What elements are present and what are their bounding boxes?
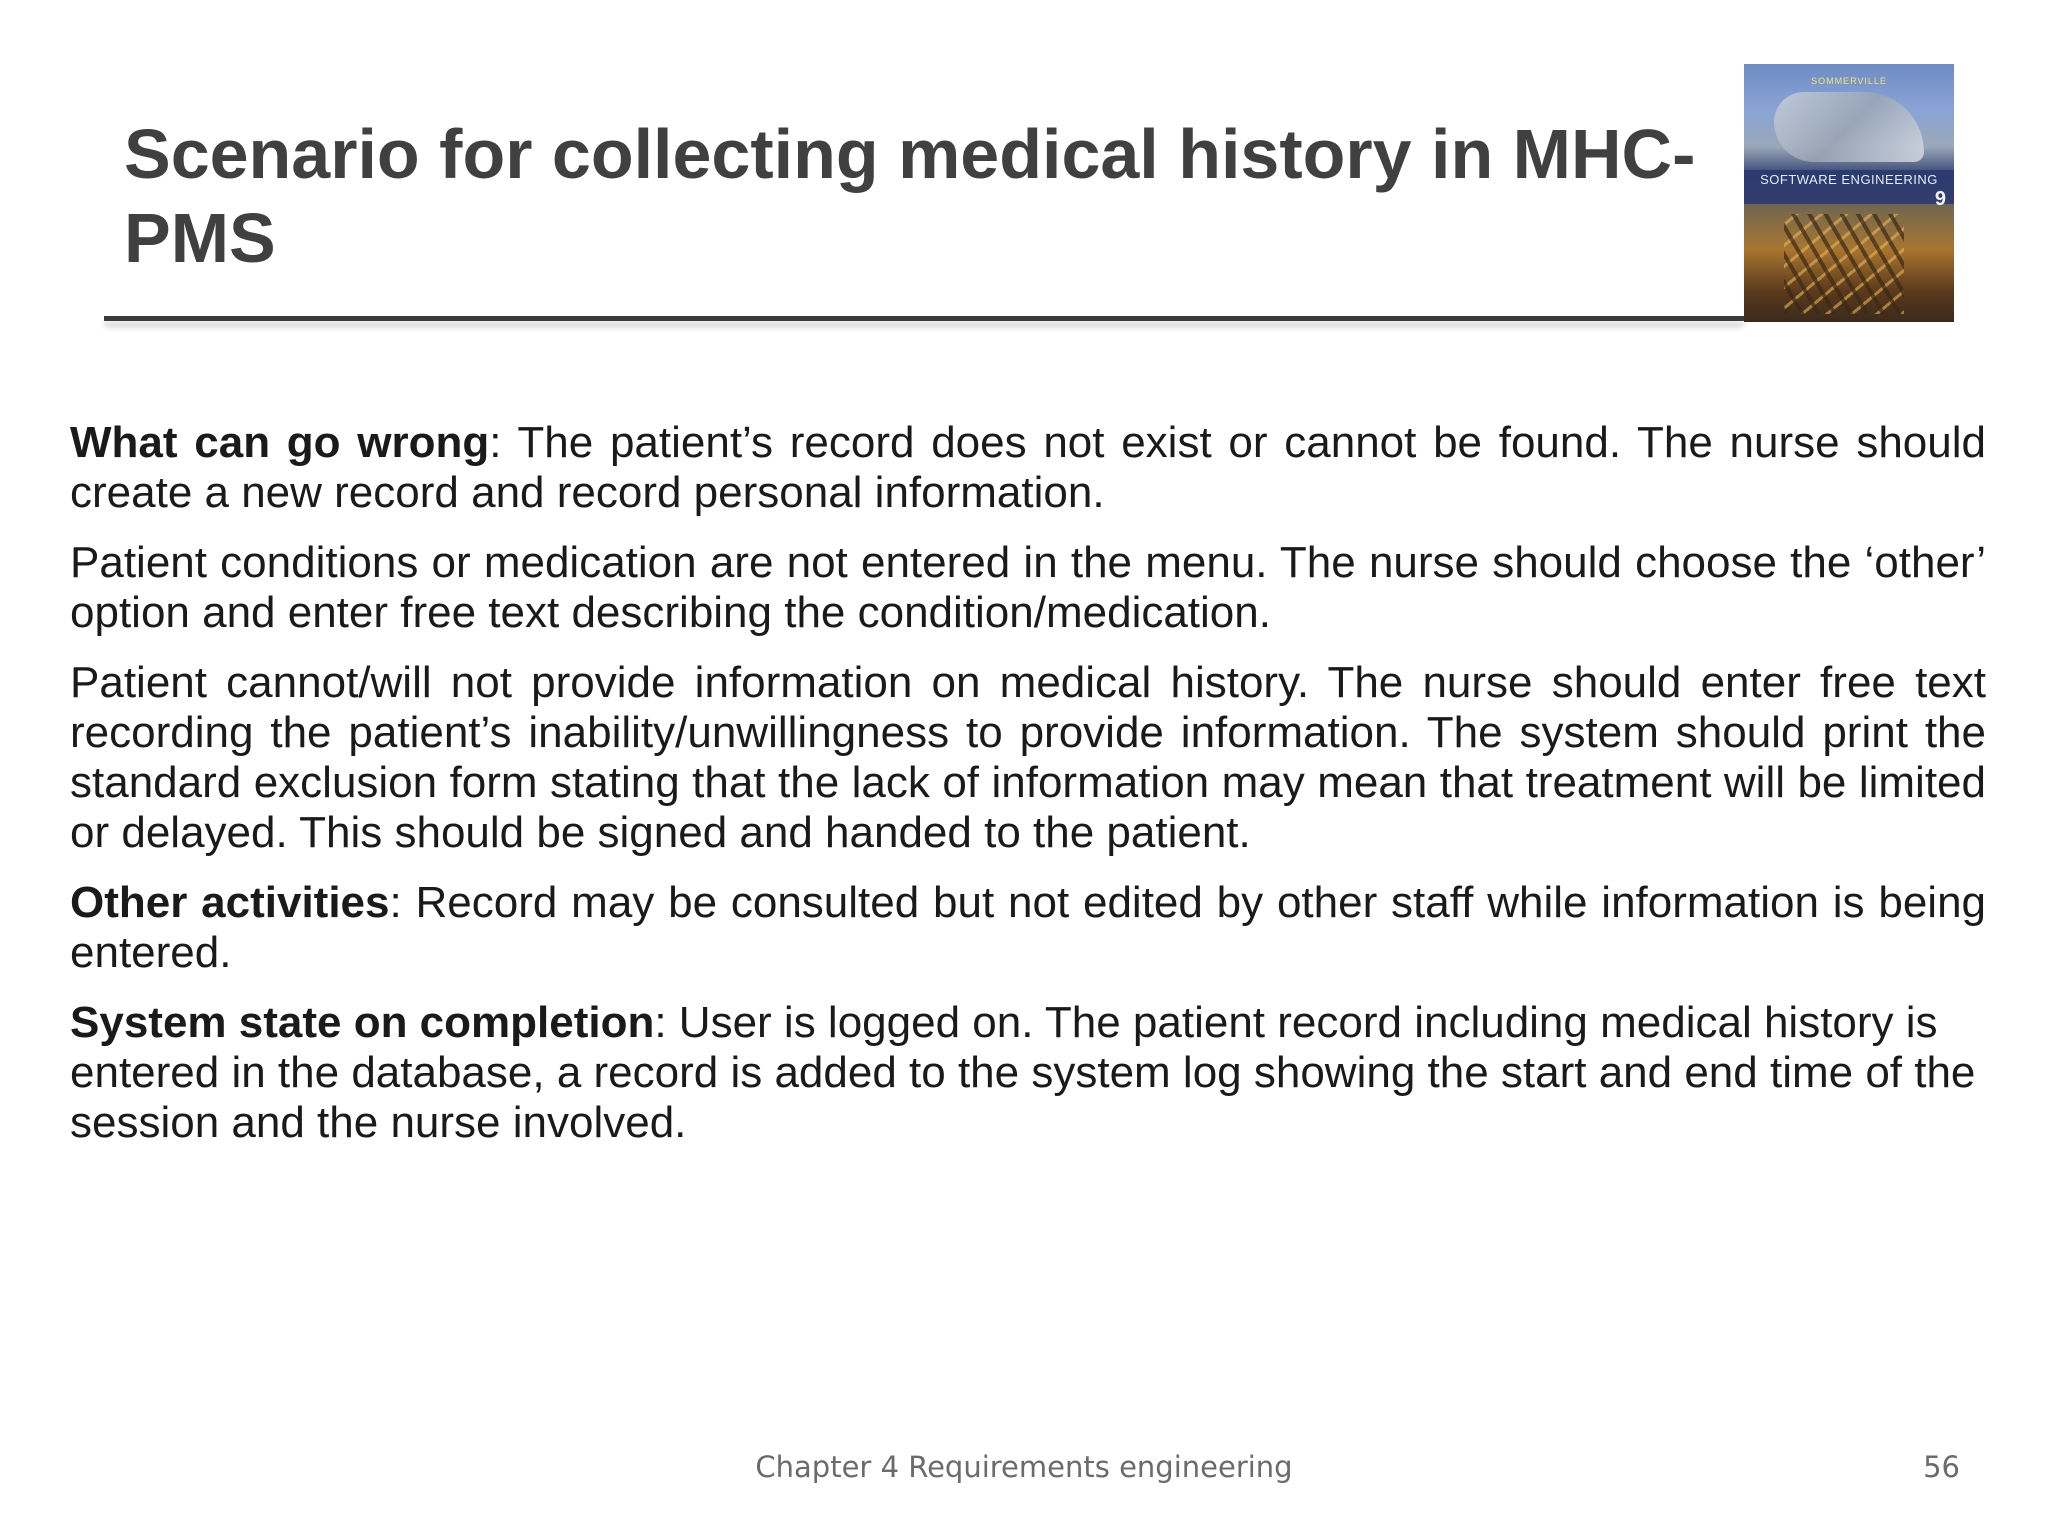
- cover-building-graphic: [1774, 92, 1924, 162]
- paragraph-cannot-provide-info: [70, 658, 1986, 858]
- book-cover-image: [1744, 64, 1954, 322]
- page-number: 56: [1923, 1450, 1960, 1484]
- paragraph-text: Patient cannot/will not provide information on medical history. The nurse should enter free text recording the patient’s inability/unwillingness to provide information. The system should print the standard exclusion form stating that the lack of information may mean that treatment will be limited or delayed. This should be signed and handed to the patient.: [70, 658, 1986, 857]
- paragraph-label: What can go wrong: [70, 418, 490, 467]
- slide-body: [70, 418, 1986, 1168]
- paragraph-text: Patient conditions or medication are not entered in the menu. The nurse should choose the ‘other’ option and enter free text describing the condition/medication.: [70, 538, 1986, 637]
- slide-title: Scenario for collecting medical history in MHC-PMS: [124, 115, 1696, 277]
- paragraph-text: : Record may be consulted but not edited by other staff while information is being entered.: [70, 878, 1987, 977]
- paragraph-system-state: [70, 998, 1986, 1148]
- paragraph-conditions-not-entered: [70, 538, 1986, 638]
- paragraph-text: : The patient’s record does not exist or cannot be found. The nurse should create a new record and record personal information.: [70, 418, 1986, 517]
- cover-edition: 9: [1934, 188, 1946, 210]
- cover-title: SOFTWARE ENGINEERING: [1760, 172, 1938, 187]
- paragraph-text: : User is logged on. The patient record including medical history is entered in the database, a record is added to the system log showing the start and end time of the session and the nurse involved.: [70, 998, 1976, 1147]
- cover-author: SOMMERVILLE: [1811, 76, 1887, 86]
- paragraph-other-activities: [70, 878, 1986, 978]
- slide-footer: Chapter 4 Requirements engineering: [755, 1450, 1293, 1484]
- paragraph-label: System state on completion: [70, 998, 655, 1047]
- title-divider: [104, 316, 1744, 321]
- paragraph-label: Other activities: [70, 878, 390, 927]
- cover-structure-graphic: [1784, 214, 1904, 314]
- paragraph-what-can-go-wrong: [70, 418, 1986, 518]
